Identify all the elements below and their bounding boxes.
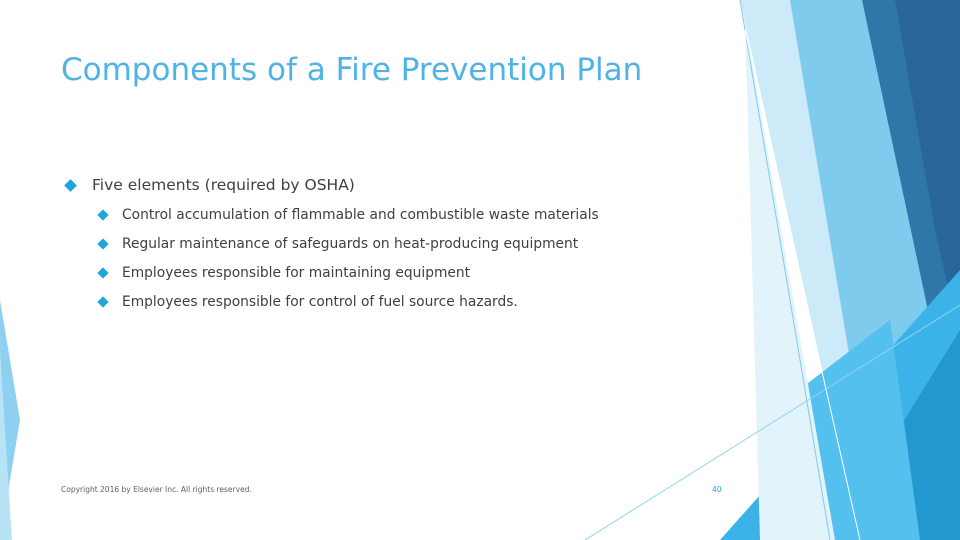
- sub-bullet-text: Employees responsible for control of fuel source hazards.: [122, 294, 518, 310]
- sub-bullet-item: [99, 265, 470, 281]
- diamond-bullet-icon: [97, 209, 108, 220]
- diamond-bullet-icon: [64, 179, 77, 192]
- sub-bullet-item: [99, 207, 599, 223]
- page-number: 40: [712, 485, 722, 494]
- bullet-item: [66, 176, 355, 194]
- sub-bullet-item: [99, 236, 578, 252]
- diamond-bullet-icon: [97, 296, 108, 307]
- sub-bullet-text: Control accumulation of flammable and combustible waste materials: [122, 207, 599, 223]
- slide-title: Components of a Fire Prevention Plan: [61, 52, 643, 88]
- diamond-bullet-icon: [97, 238, 108, 249]
- bullet-text: Five elements (required by OSHA): [92, 176, 355, 194]
- sub-bullet-item: [99, 294, 518, 310]
- sub-bullet-text: Employees responsible for maintaining equipment: [122, 265, 471, 281]
- diamond-bullet-icon: [97, 267, 108, 278]
- sub-bullet-text: Regular maintenance of safeguards on heat-producing equipment: [122, 236, 579, 252]
- copyright-footer: Copyright 2016 by Elsevier Inc. All rights reserved.: [61, 485, 252, 494]
